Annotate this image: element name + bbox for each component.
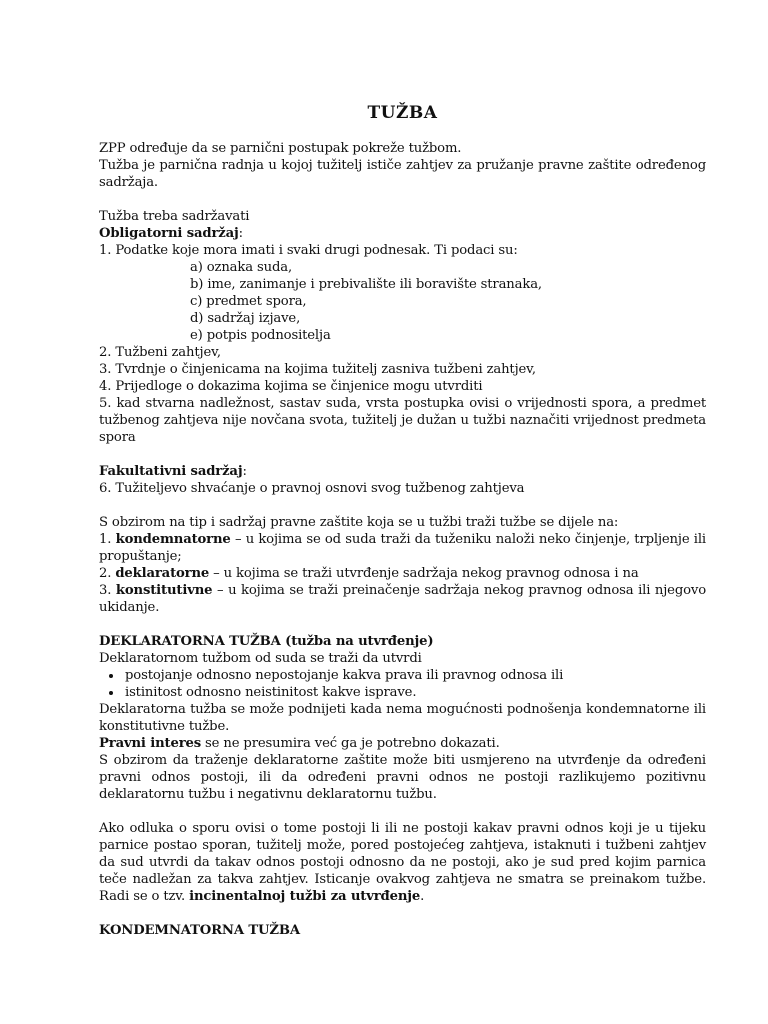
para-3-end: . bbox=[420, 889, 425, 904]
types-lead: S obzirom na tip i sadržaj pravne zaštite koja se u tužbi traži tužbe se dijele na: bbox=[99, 515, 619, 530]
facultative-heading bbox=[99, 463, 706, 480]
type-2-term: deklaratorne bbox=[115, 566, 210, 581]
subitem-b: b) ime, zanimanje i prebivalište ili boravište stranaka, bbox=[190, 277, 542, 292]
type-3-term: konstitutivne bbox=[115, 583, 213, 598]
subitem-c: c) predmet spora, bbox=[190, 294, 307, 309]
legal-interest-term: Pravni interes bbox=[99, 736, 202, 751]
declaratory-bullets bbox=[99, 667, 706, 701]
declaratory-heading-text: DEKLARATORNA TUŽBA (tužba na utvrđenje) bbox=[99, 634, 434, 649]
obligatory-colon: : bbox=[238, 226, 243, 241]
type-2-desc: – u kojima se traži utvrđenje sadržaja nekog pravnog odnosa i na bbox=[209, 566, 639, 581]
obligatory-heading-text: Obligatorni sadržaj bbox=[99, 226, 239, 241]
document-page bbox=[99, 102, 706, 939]
type-2 bbox=[99, 565, 706, 582]
type-1-term: kondemnatorne bbox=[115, 532, 231, 547]
contents-lead: Tužba treba sadržavati bbox=[99, 209, 250, 224]
declaratory-bullet-1: • postojanje odnosno nepostojanje kakva prava ili pravnog odnosa ili bbox=[123, 667, 706, 684]
type-2-num: 2. bbox=[99, 566, 116, 581]
subitem-a: a) oznaka suda, bbox=[190, 260, 292, 275]
declaratory-para-3 bbox=[99, 820, 706, 905]
type-3 bbox=[99, 582, 706, 616]
type-1 bbox=[99, 531, 706, 565]
obligatory-heading bbox=[99, 225, 706, 242]
content-item-6: 6. Tužiteljevo shvaćanje o pravnoj osnovi svog tužbenog zahtjeva bbox=[99, 481, 525, 496]
condemnatory-heading bbox=[99, 922, 706, 939]
para-3-text: Ako odluka o sporu ovisi o tome postoji li ili ne postoji kakav pravni odnos koji je u tijeku parnice postao sporan, tužitelj može, pored postojećeg zahtjeva, istaknuti i tužbeni zahtjev da sud utvrdi da takav odnos postoji odnosno da ne postoji, ako je sud pred kojim parnica teče nadležan za takva zahtjev. Isticanje ovakvog zahtjeva ne smatra se preinakom tužbe. Radi se o tzv. bbox=[99, 821, 706, 904]
content-item-1: 1. Podatke koje mora imati i svaki drugi podnesak. Ti podaci su: bbox=[99, 243, 518, 258]
type-1-desc: – u kojima se od suda traži da tuženiku naloži neko činjenje, trpljenje ili propuštanje; bbox=[99, 532, 706, 564]
content-item-5: 5. kad stvarna nadležnost, sastav suda, vrsta postupka ovisi o vrijednosti spora, a predmet tužbenog zahtjeva nije novčana svota, tužitelj je dužan u tužbi naznačiti vrijednost predmeta spora bbox=[99, 396, 706, 445]
legal-interest-line bbox=[99, 735, 706, 752]
subitem-e: e) potpis podnositelja bbox=[190, 328, 331, 343]
declaratory-lead: Deklaratornom tužbom od suda se traži da utvrdi bbox=[99, 651, 422, 666]
content-item-2: 2. Tužbeni zahtjev, bbox=[99, 345, 221, 360]
incidental-action-term: incinentalnoj tužbi za utvrđenje bbox=[189, 889, 421, 904]
facultative-heading-text: Fakultativni sadržaj bbox=[99, 464, 243, 479]
page-title: TUŽBA bbox=[367, 103, 438, 123]
type-1-num: 1. bbox=[99, 532, 116, 547]
content-item-3: 3. Tvrdnje o činjenicama na kojima tužitelj zasniva tužbeni zahtjev, bbox=[99, 362, 536, 377]
type-3-desc: – u kojima se traži preinačenje sadržaja nekog pravnog odnosa ili njegovo ukidanje. bbox=[99, 583, 706, 615]
subitem-d: d) sadržaj izjave, bbox=[190, 311, 301, 326]
content-item-4: 4. Prijedloge o dokazima kojima se činjenice mogu utvrditi bbox=[99, 379, 483, 394]
facultative-colon: : bbox=[242, 464, 247, 479]
intro-line-1: ZPP određuje da se parnični postupak pokreže tužbom. bbox=[99, 141, 462, 156]
declaratory-para-1: Deklaratorna tužba se može podnijeti kada nema mogućnosti podnošenja kondemnatorne ili konstitutivne tužbe. bbox=[99, 702, 706, 734]
declaratory-para-2: S obzirom da traženje deklaratorne zaštite može biti usmjereno na utvrđenje da određeni pravni odnos postoji, ili da određeni pravni odnos ne postoji razlikujemo pozitivnu deklaratornu tužbu i negativnu deklaratornu tužbu. bbox=[99, 753, 706, 802]
type-3-num: 3. bbox=[99, 583, 116, 598]
declaratory-heading bbox=[99, 633, 706, 650]
declaratory-bullet-2: • istinitost odnosno neistinitost kakve isprave. bbox=[123, 684, 706, 701]
intro-line-2: Tužba je parnična radnja u kojoj tužitelj ističe zahtjev za pružanje pravne zaštite određenog sadržaja. bbox=[99, 158, 706, 190]
legal-interest-text: se ne presumira već ga je potrebno dokazati. bbox=[201, 736, 500, 751]
condemnatory-heading-text: KONDEMNATORNA TUŽBA bbox=[99, 923, 300, 938]
